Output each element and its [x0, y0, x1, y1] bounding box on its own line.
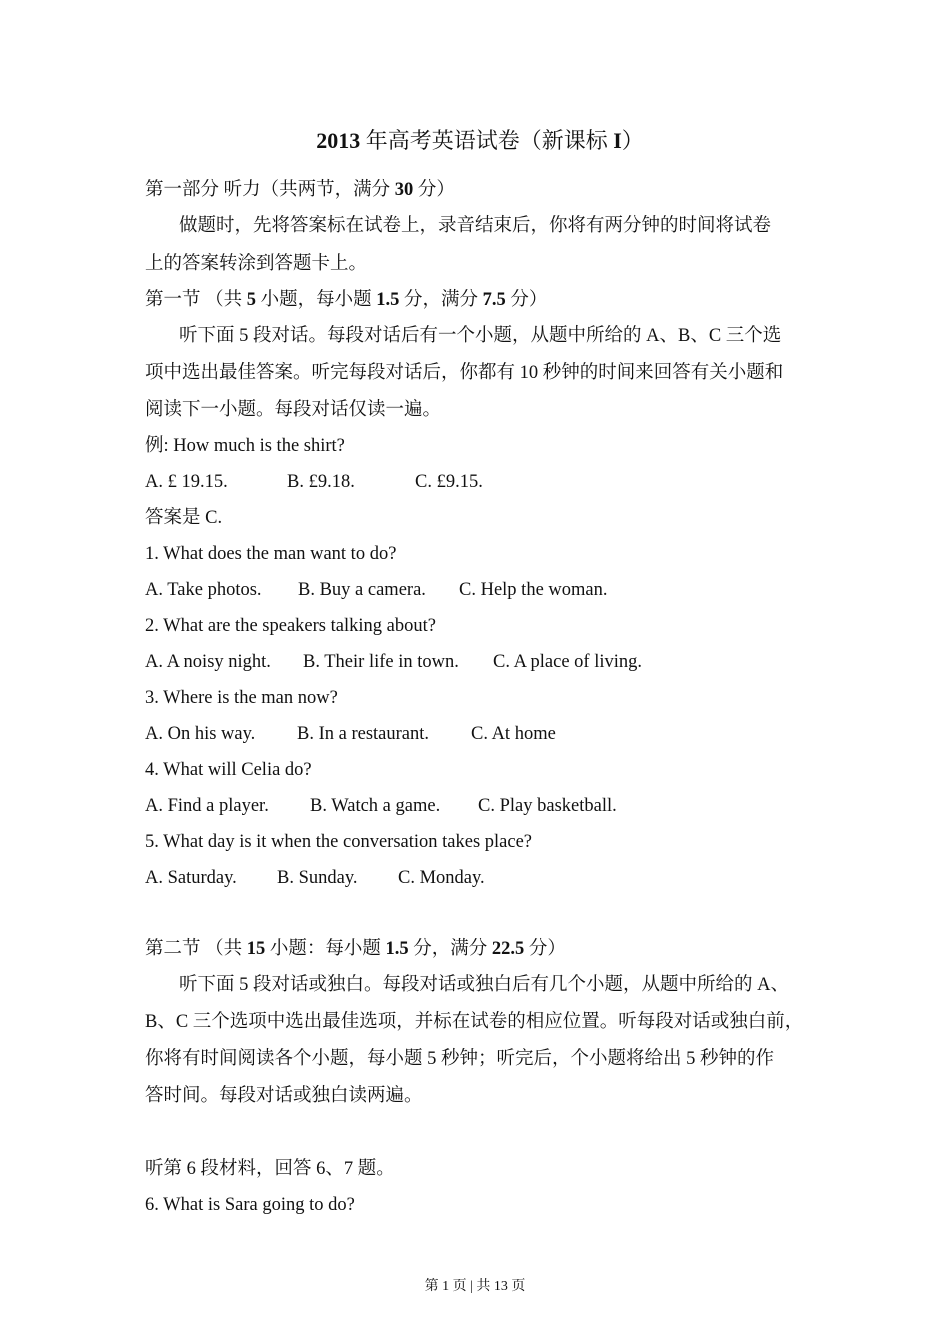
example-answer: 答案是 C. — [145, 508, 223, 528]
question-2-options: A. A noisy night. B. Their life in town. C. A place of living. — [145, 652, 643, 672]
example-option-a: A. £ 19.15. — [145, 472, 228, 492]
section2-instruction-line2: B、C 三个选项中选出最佳选项，并标在试卷的相应位置。听每段对话或独白前， — [145, 1012, 804, 1032]
question-4-options: A. Find a player. B. Watch a game. C. Play basketball. — [145, 796, 617, 816]
material-6-heading: 听第 6 段材料，回答 6、7 题。 — [145, 1159, 395, 1179]
question-6: 6. What is Sara going to do? — [145, 1195, 355, 1215]
section1-heading: 第一节 （共 5 小题，每小题 1.5 分，满分 7.5 分） — [145, 290, 548, 310]
page-title: 2013 年高考英语试卷（新课标 I） — [316, 128, 644, 153]
section1-instruction-line2: 项中选出最佳答案。听完每段对话后，你都有 10 秒钟的时间来回答有关小题和 — [145, 363, 784, 383]
section2-heading: 第二节 （共 15 小题：每小题 1.5 分，满分 22.5 分） — [145, 939, 566, 959]
question-2: 2. What are the speakers talking about? — [145, 616, 436, 636]
example-question: 例: How much is the shirt? — [145, 436, 345, 456]
section2-instruction-line4: 答时间。每段对话或独白读两遍。 — [145, 1086, 423, 1106]
example-option-b: B. £9.18. — [287, 472, 355, 492]
example-options — [145, 470, 483, 494]
section2-instruction-line3: 你将有时间阅读各个小题，每小题 5 秒钟；听完后，个小题将给出 5 秒钟的作 — [145, 1049, 775, 1069]
section1-instruction-line3: 阅读下一小题。每段对话仅读一遍。 — [145, 400, 442, 420]
part1-heading: 第一部分 听力（共两节，满分 30 分） — [145, 180, 455, 200]
question-1: 1. What does the man want to do? — [145, 544, 397, 564]
section2-instruction-line1: 听下面 5 段对话或独白。每段对话或独白后有几个小题，从题中所给的 A、 — [179, 975, 789, 995]
question-1-options: A. Take photos. B. Buy a camera. C. Help the woman. — [145, 580, 608, 600]
question-5: 5. What day is it when the conversation takes place? — [145, 832, 533, 852]
example-option-c: C. £9.15. — [415, 472, 483, 492]
section1-instruction-line1: 听下面 5 段对话。每段对话后有一个小题，从题中所给的 A、B、C 三个选 — [179, 326, 782, 346]
part1-instruction-line2: 上的答案转涂到答题卡上。 — [145, 254, 368, 274]
question-3-options: A. On his way. B. In a restaurant. C. At home — [145, 724, 556, 744]
page-footer: 第 1 页 | 共 13 页 — [424, 1279, 526, 1294]
question-4: 4. What will Celia do? — [145, 760, 312, 780]
part1-instruction-line1: 做题时，先将答案标在试卷上，录音结束后，你将有两分钟的时间将试卷 — [179, 216, 772, 236]
question-3: 3. Where is the man now? — [145, 688, 338, 708]
question-5-options: A. Saturday. B. Sunday. C. Monday. — [145, 868, 485, 888]
